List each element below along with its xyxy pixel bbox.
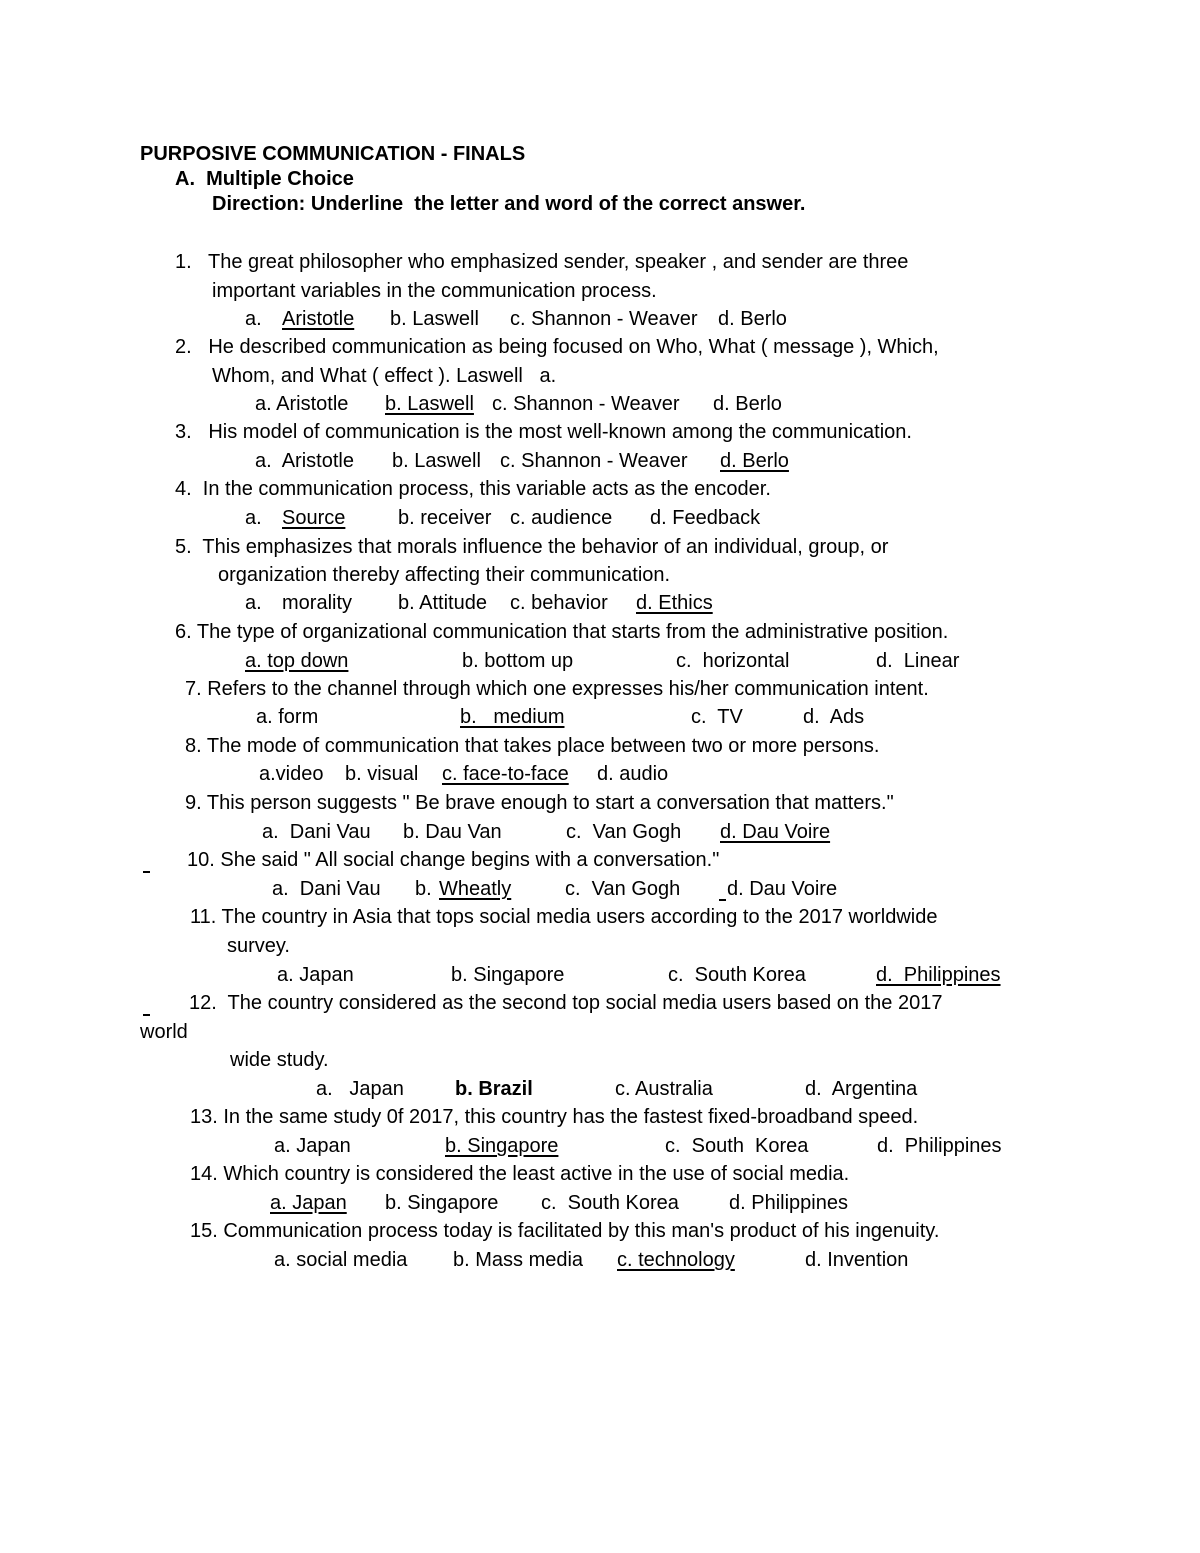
- choice-12a: a. Japan: [316, 1078, 404, 1100]
- choice-10c: c. Van Gogh: [565, 878, 681, 900]
- margin-mark: [719, 899, 726, 901]
- choice-13c: c. South Korea: [665, 1135, 809, 1157]
- choice-8d: d. audio: [597, 763, 669, 785]
- question-4-text: 4. In the communication process, this variable acts as the encoder.: [175, 478, 771, 500]
- choice-10b-answer: Wheatly: [439, 878, 512, 900]
- choice-6a-answer: a. top down: [245, 650, 349, 672]
- choice-11c: c. South Korea: [668, 964, 806, 986]
- choice-7c: c. TV: [691, 706, 743, 728]
- choice-11a: a. Japan: [277, 964, 354, 986]
- choice-14a-answer: a. Japan: [270, 1192, 347, 1214]
- choice-11d-answer: d. Philippines: [876, 964, 1001, 986]
- choice-15a: a. social media: [274, 1249, 408, 1271]
- question-9-text: 9. This person suggests " Be brave enough to start a conversation that matters.": [185, 792, 894, 814]
- question-13-text: 13. In the same study 0f 2017, this country has the fastest fixed-broadband speed.: [190, 1106, 919, 1128]
- choice-5d-answer: d. Ethics: [636, 592, 713, 614]
- question-5-text-cont: organization thereby affecting their communication.: [218, 564, 671, 586]
- choice-3a: a. Aristotle: [255, 450, 354, 472]
- choice-3d-answer: d. Berlo: [720, 450, 789, 472]
- choice-8b: b. visual: [345, 763, 419, 785]
- question-11-text-cont: survey.: [227, 935, 290, 957]
- choice-2c: c. Shannon - Weaver: [492, 393, 680, 415]
- choice-7a: a. form: [256, 706, 319, 728]
- choice-10b-letter: b.: [415, 878, 432, 900]
- question-10-text: 10. She said " All social change begins with a conversation.": [187, 849, 720, 871]
- choice-2b-answer: b. Laswell: [385, 393, 474, 415]
- question-1-text-cont: important variables in the communication process.: [212, 280, 657, 302]
- choice-1a-answer: Aristotle: [282, 308, 355, 330]
- choice-9d-answer: d. Dau Voire: [720, 821, 831, 843]
- choice-1c: c. Shannon - Weaver: [510, 308, 698, 330]
- question-1-text: 1. The great philosopher who emphasized sender, speaker , and sender are three: [175, 251, 909, 273]
- choice-13a: a. Japan: [274, 1135, 351, 1157]
- question-15-text: 15. Communication process today is facilitated by this man's product of his ingenuity.: [190, 1220, 940, 1242]
- choice-4a-letter: a.: [245, 507, 262, 529]
- question-3-text: 3. His model of communication is the most well-known among the communication.: [175, 421, 912, 443]
- choice-5c: c. behavior: [510, 592, 608, 614]
- choice-13d: d. Philippines: [877, 1135, 1002, 1157]
- choice-5a-letter: a.: [245, 592, 262, 614]
- choice-4c: c. audience: [510, 507, 613, 529]
- choice-10d: d. Dau Voire: [727, 878, 838, 900]
- choice-6b: b. bottom up: [462, 650, 574, 672]
- choice-6d: d. Linear: [876, 650, 960, 672]
- choice-3b: b. Laswell: [392, 450, 481, 472]
- choice-10a: a. Dani Vau: [272, 878, 381, 900]
- choice-6c: c. horizontal: [676, 650, 790, 672]
- question-6-text: 6. The type of organizational communication that starts from the administrative position.: [175, 621, 949, 643]
- choice-1b: b. Laswell: [390, 308, 479, 330]
- choice-2d: d. Berlo: [713, 393, 782, 415]
- choice-15b: b. Mass media: [453, 1249, 584, 1271]
- choice-15c-answer: c. technology: [617, 1249, 735, 1271]
- choice-12c: c. Australia: [615, 1078, 713, 1100]
- choice-14d: d. Philippines: [729, 1192, 848, 1214]
- section-heading: A. Multiple Choice: [175, 168, 354, 190]
- choice-15d: d. Invention: [805, 1249, 909, 1271]
- choice-14c: c. South Korea: [541, 1192, 679, 1214]
- question-2-text-cont: Whom, and What ( effect ). Laswell a.: [212, 365, 557, 387]
- choice-7d: d. Ads: [803, 706, 865, 728]
- choice-1a-letter: a.: [245, 308, 262, 330]
- choice-14b: b. Singapore: [385, 1192, 499, 1214]
- choice-9a: a. Dani Vau: [262, 821, 371, 843]
- question-12-text: 12. The country considered as the second top social media users based on the 2017: [189, 992, 943, 1014]
- direction-text: Direction: Underline the letter and word of the correct answer.: [212, 193, 806, 215]
- choice-9b: b. Dau Van: [403, 821, 502, 843]
- margin-mark: [143, 1014, 150, 1016]
- choice-9c: c. Van Gogh: [566, 821, 682, 843]
- choice-12d: d. Argentina: [805, 1078, 918, 1100]
- choice-5b: b. Attitude: [398, 592, 487, 614]
- choice-11b: b. Singapore: [451, 964, 565, 986]
- question-14-text: 14. Which country is considered the least active in the use of social media.: [190, 1163, 850, 1185]
- question-7-text: 7. Refers to the channel through which one expresses his/her communication intent.: [185, 678, 929, 700]
- question-2-text: 2. He described communication as being focused on Who, What ( message ), Which,: [175, 336, 939, 358]
- choice-2a: a. Aristotle: [255, 393, 349, 415]
- choice-3c: c. Shannon - Weaver: [500, 450, 688, 472]
- choice-13b-answer: b. Singapore: [445, 1135, 559, 1157]
- choice-7b-answer: b. medium: [460, 706, 565, 728]
- choice-12b-answer: b. Brazil: [455, 1078, 533, 1100]
- document-title: PURPOSIVE COMMUNICATION - FINALS: [140, 143, 526, 165]
- choice-1d: d. Berlo: [718, 308, 787, 330]
- choice-4a-answer: Source: [282, 507, 346, 529]
- question-5-text: 5. This emphasizes that morals influence the behavior of an individual, group, or: [175, 536, 889, 558]
- question-11-text: 11. The country in Asia that tops social media users according to the 2017 worldwide: [190, 906, 938, 928]
- choice-8c-answer: c. face-to-face: [442, 763, 569, 785]
- choice-4b: b. receiver: [398, 507, 492, 529]
- choice-5a: morality: [282, 592, 353, 614]
- question-12-text-wrap: world: [140, 1021, 188, 1043]
- margin-mark: [143, 871, 150, 873]
- question-12-text-cont: wide study.: [230, 1049, 329, 1071]
- choice-4d: d. Feedback: [650, 507, 761, 529]
- question-8-text: 8. The mode of communication that takes place between two or more persons.: [185, 735, 880, 757]
- choice-8a: a.video: [259, 763, 324, 785]
